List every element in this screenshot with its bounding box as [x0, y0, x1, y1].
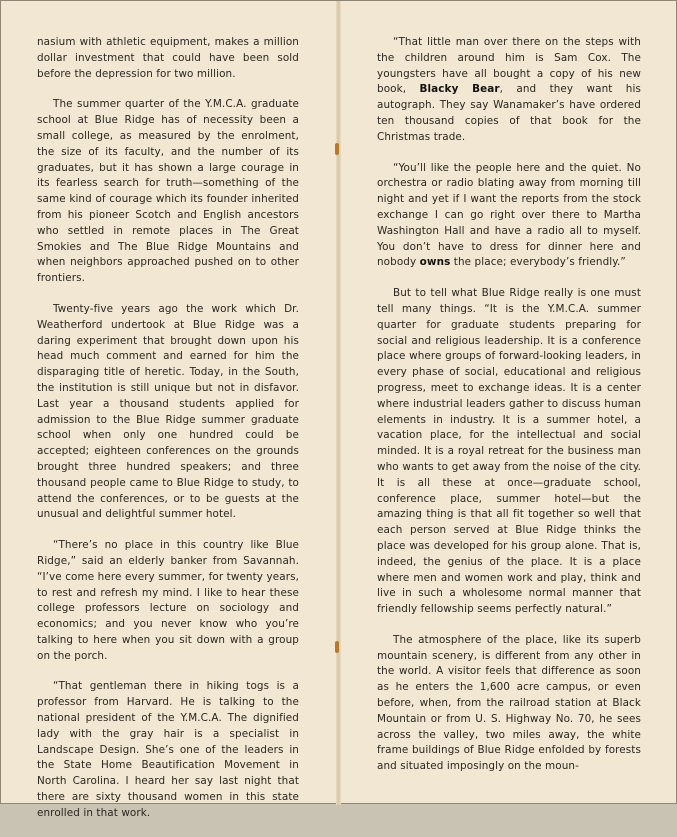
text-run: Twenty-five years ago the work which Dr. Weatherford undertook at Blue Ridge was a daring experiment that brought down upon his head much comment and earned for him the disparaging title of heretic. Today, in the South, the institution is still unique but not in disfavor. Last year a thousand students applied for admission to the Blue Ridge summer graduate school when only one hundred could be accepted; eighteen conferences on the grounds brought three hundred speakers; and three thousand people came to Blue Ridge to study, to attend the conferences, or to be guests at the unusual and delightful summer hotel. — [37, 302, 299, 521]
left-page — [37, 35, 299, 837]
text-run: , and they want his autograph. They say Wanamaker’s have ordered ten thousand copies of that book for the Christmas trade. — [377, 83, 641, 143]
paragraph — [37, 97, 299, 287]
staple-top — [335, 143, 339, 155]
text-run: nasium with athletic equipment, makes a million dollar investment that could have been sold before the depression for two million. — [37, 36, 299, 80]
paragraph — [377, 161, 641, 272]
paragraph — [37, 679, 299, 821]
text-run: The summer quarter of the Y.M.C.A. graduate school at Blue Ridge has of necessity been a small college, as measured by the enrolment, the size of its faculty, and the number of its graduates, but it has shown a large courage in its fearless search for truth—something of the same kind of courage which its founder inherited from his pioneer Scotch and English ancestors who settled in remote places in The Great Smokies and The Blue Ridge Mountains and when neighbors approached pushed on to other frontiers. — [37, 98, 299, 285]
bold-text: Blacky Bear — [419, 83, 500, 96]
staple-bottom — [335, 641, 339, 653]
paragraph — [377, 633, 641, 775]
paragraph — [377, 35, 641, 146]
text-run: The atmosphere of the place, like its superb mountain scenery, is different from any other in the world. A visitor feels that difference as soon as he enters the 1,600 acre campus, or even before, when, from the railroad station at Black Mountain or from U. S. Highway No. 70, he sees across the valley, two miles away, the white frame buildings of Blue Ridge enfolded by forests and situated imposingly on the moun- — [377, 633, 641, 773]
center-fold — [336, 1, 341, 805]
text-run: “There’s no place in this country like Blue Ridge,” said an elderly banker from Savannah. “I’ve come here every summer, for twenty years, to rest and refresh my mind. I like to hear these college professors lecture on sociology and economics; and you never know who you’re talking to here when you sit down with a group on the porch. — [37, 539, 299, 662]
right-page — [377, 35, 641, 790]
paragraph — [377, 286, 641, 618]
text-run: “You’ll like the people here and the quiet. No orchestra or radio blating away from morning till night and yet if I want the reports from the stock exchange I can go right over there to Martha Washington Hall and have a radio all to myself. You don’t have to dress for dinner here and nobody — [377, 161, 641, 269]
paragraph — [37, 538, 299, 664]
text-run: the place; everybody’s friendly.” — [450, 256, 626, 269]
bold-text: owns — [419, 256, 451, 269]
paragraph — [37, 35, 299, 82]
text-run: “That gentleman there in hiking togs is a professor from Harvard. He is talking to the national president of the Y.M.C.A. The dignified lady with the gray hair is a specialist in Landscape Design. She’s one of the leaders in the State Home Beautification Movement in North Carolina. I heard her say last night that there are sixty thousand women in this state enrolled in that work. — [37, 680, 299, 819]
text-run: But to tell what Blue Ridge really is one must tell many things. “It is the Y.M.C.A. summer quarter for graduate students preparing for social and religious leadership. It is a conference place where groups of forward-looking leaders, in every phase of social, educational and religious progress, meet to exchange ideas. It is a center where industrial leaders gather to discuss human elements in industry. It is a summer hotel, a vacation place, for the intellectual and social minded. It is a royal retreat for the business man who wants to get away from the noise of the city. It is all these at once—graduate school, conference place, summer hotel—but the amazing thing is that all fit together so well that each person served at Blue Ridge thinks the place was developed for his group alone. That is, indeed, the genius of the place. It is a place where men and women work and play, think and live in such a wholesome normal manner that friendly fellowship seems perfectly natural.” — [377, 287, 641, 616]
paragraph — [37, 302, 299, 523]
text-run: “That little man over there on the steps with the children around him is Sam Cox. The youngsters have all bought a copy of his new book, — [377, 36, 641, 96]
